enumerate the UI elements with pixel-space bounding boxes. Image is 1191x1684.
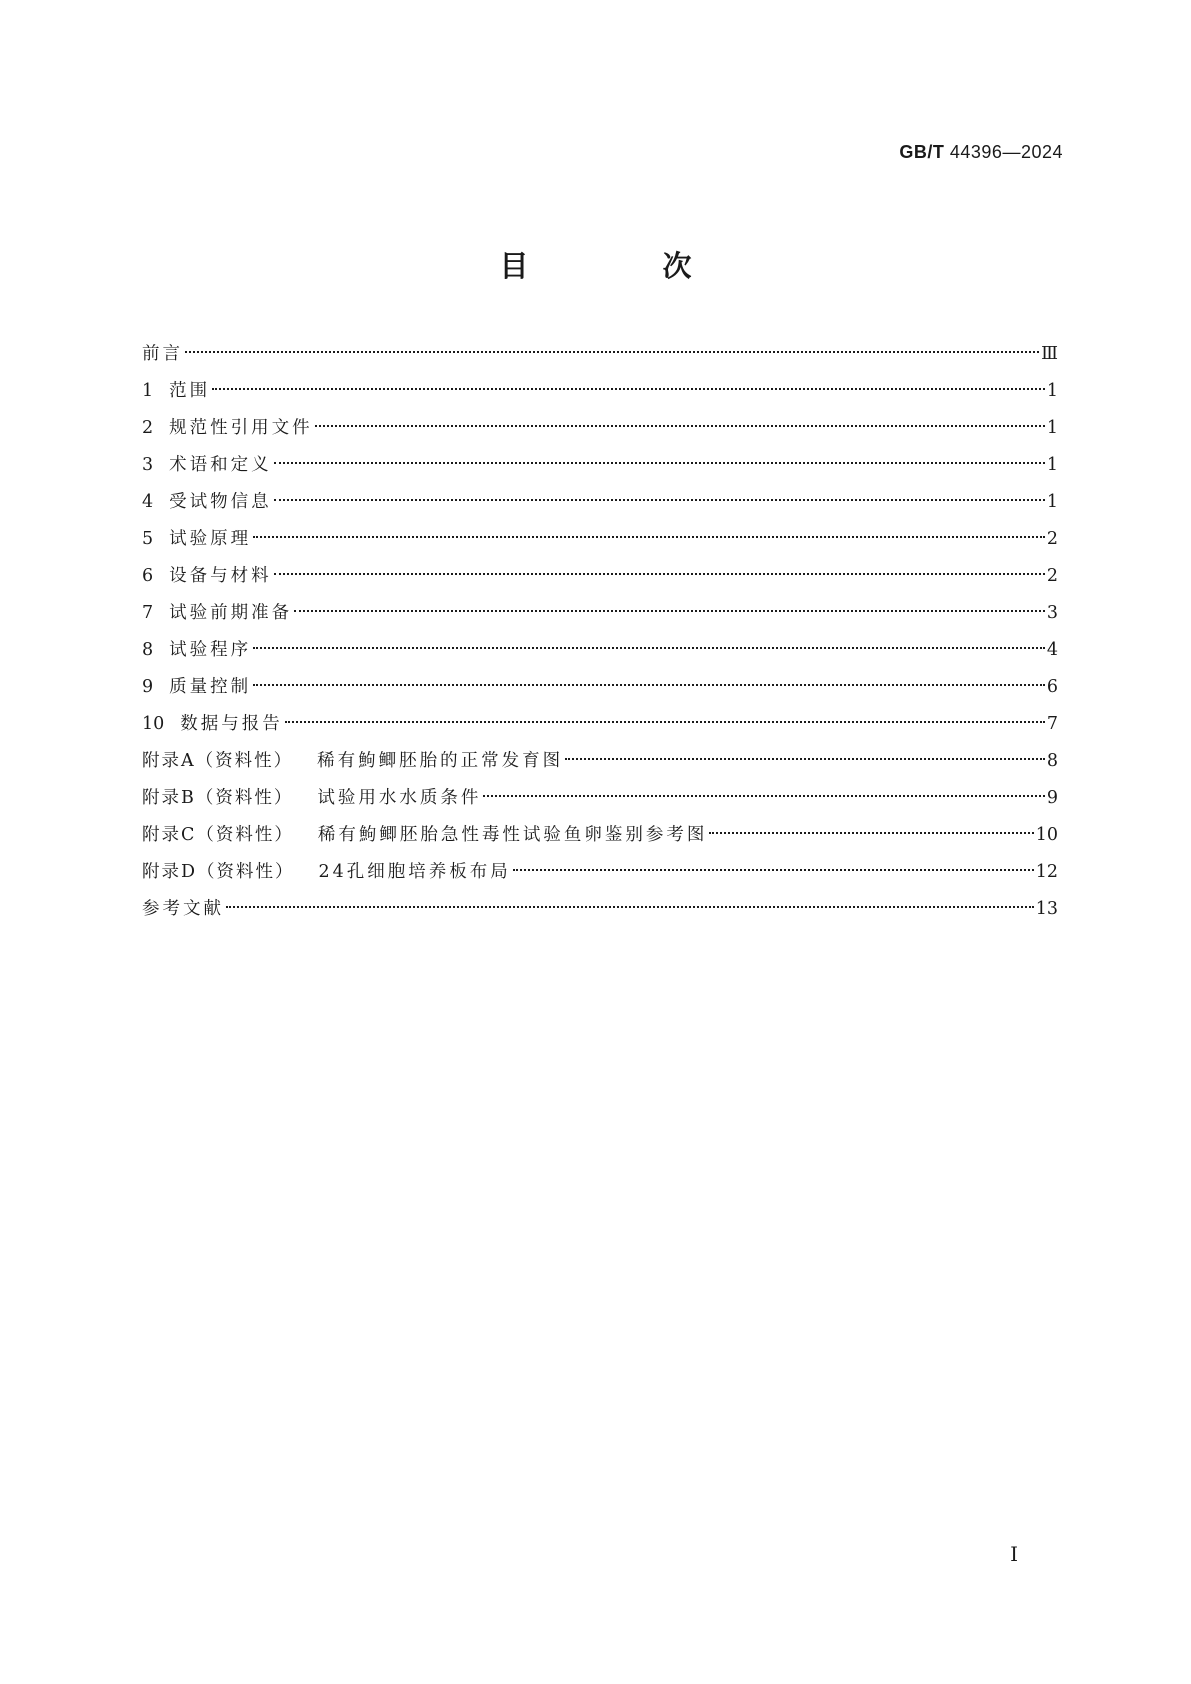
toc-entry-10[interactable] [142,706,1058,743]
toc-leader-dots [253,536,1045,538]
toc-entry-number: 附录C（资料性） [142,825,294,845]
toc-entry-number: 10 [142,714,165,734]
toc-entry-9[interactable] [142,669,1058,706]
toc-entry-page: 12 [1035,862,1058,882]
toc-entry-appendix-d[interactable] [142,854,1058,891]
toc-entry-label: 试验原理 [169,529,252,549]
toc-entry-page: 7 [1046,714,1058,734]
table-of-contents [142,336,1058,928]
toc-entry-label: 稀有鮈鲫胚胎的正常发育图 [317,751,564,771]
toc-leader-dots [274,499,1045,501]
toc-entry-label: 稀有鮈鲫胚胎急性毒性试验鱼卵鉴别参考图 [317,825,708,845]
toc-entry-2[interactable] [142,410,1058,447]
toc-entry-number: 5 [142,529,154,549]
toc-entry-5[interactable] [142,521,1058,558]
toc-entry-label: 参考文献 [142,899,224,919]
page-title: 目 次 [499,249,754,283]
toc-leader-dots [513,869,1034,871]
toc-entry-8[interactable] [142,632,1058,669]
toc-entry-number: 3 [142,455,154,475]
toc-entry-page: 2 [1046,529,1058,549]
toc-entry-label: 设备与材料 [169,566,272,586]
toc-entry-label: 质量控制 [169,677,252,697]
toc-leader-dots [226,906,1034,908]
toc-entry-label: 规范性引用文件 [169,418,313,438]
toc-entry-appendix-c[interactable] [142,817,1058,854]
toc-entry-label: 范围 [169,381,211,401]
toc-entry-number: 附录D（资料性） [142,862,295,882]
toc-entry-number: 4 [142,492,154,512]
toc-entry-3[interactable] [142,447,1058,484]
toc-entry-number: 2 [142,418,154,438]
toc-entry-page: 13 [1035,899,1058,919]
toc-entry-page: 1 [1046,455,1058,475]
page-number: I [1010,1542,1018,1566]
toc-leader-dots [315,425,1045,427]
toc-leader-dots [274,573,1045,575]
toc-entry-label: 术语和定义 [169,455,272,475]
toc-entry-number: 附录A（资料性） [142,751,294,771]
toc-entry-foreword[interactable] [142,336,1058,373]
toc-entry-label: 试验程序 [169,640,252,660]
toc-entry-4[interactable] [142,484,1058,521]
toc-entry-page: 6 [1046,677,1058,697]
toc-entry-label: 试验用水水质条件 [317,788,482,808]
toc-entry-page: 1 [1046,381,1058,401]
toc-entry-number: 1 [142,381,154,401]
toc-entry-page: Ⅲ [1041,344,1058,364]
toc-entry-page: 9 [1046,788,1058,808]
toc-entry-6[interactable] [142,558,1058,595]
toc-entry-number: 7 [142,603,154,623]
toc-leader-dots [253,647,1045,649]
toc-entry-page: 1 [1046,418,1058,438]
standard-code-number: 44396—2024 [949,142,1063,162]
toc-leader-dots [483,795,1044,797]
toc-entry-label: 前言 [142,344,183,364]
toc-leader-dots [274,462,1045,464]
toc-entry-page: 10 [1035,825,1058,845]
toc-entry-number: 6 [142,566,154,586]
toc-leader-dots [185,351,1039,353]
standard-code [899,142,1063,163]
toc-entry-number: 9 [142,677,154,697]
toc-entry-7[interactable] [142,595,1058,632]
toc-entry-page: 2 [1046,566,1058,586]
toc-entry-references[interactable] [142,891,1058,928]
toc-leader-dots [294,610,1045,612]
toc-entry-appendix-b[interactable] [142,780,1058,817]
toc-entry-label: 24孔细胞培养板布局 [318,862,511,882]
toc-entry-label: 试验前期准备 [169,603,293,623]
toc-entry-number: 附录B（资料性） [142,788,294,808]
toc-entry-page: 8 [1046,751,1058,771]
toc-entry-page: 4 [1046,640,1058,660]
standard-code-prefix: GB/T [899,142,945,162]
toc-entry-number: 8 [142,640,154,660]
toc-entry-page: 3 [1046,603,1058,623]
toc-leader-dots [212,388,1045,390]
toc-leader-dots [709,832,1033,834]
toc-entry-1[interactable] [142,373,1058,410]
toc-entry-page: 1 [1046,492,1058,512]
toc-entry-label: 受试物信息 [169,492,272,512]
toc-leader-dots [253,684,1045,686]
toc-leader-dots [565,758,1045,760]
toc-entry-label: 数据与报告 [180,714,283,734]
toc-entry-appendix-a[interactable] [142,743,1058,780]
toc-leader-dots [285,721,1045,723]
